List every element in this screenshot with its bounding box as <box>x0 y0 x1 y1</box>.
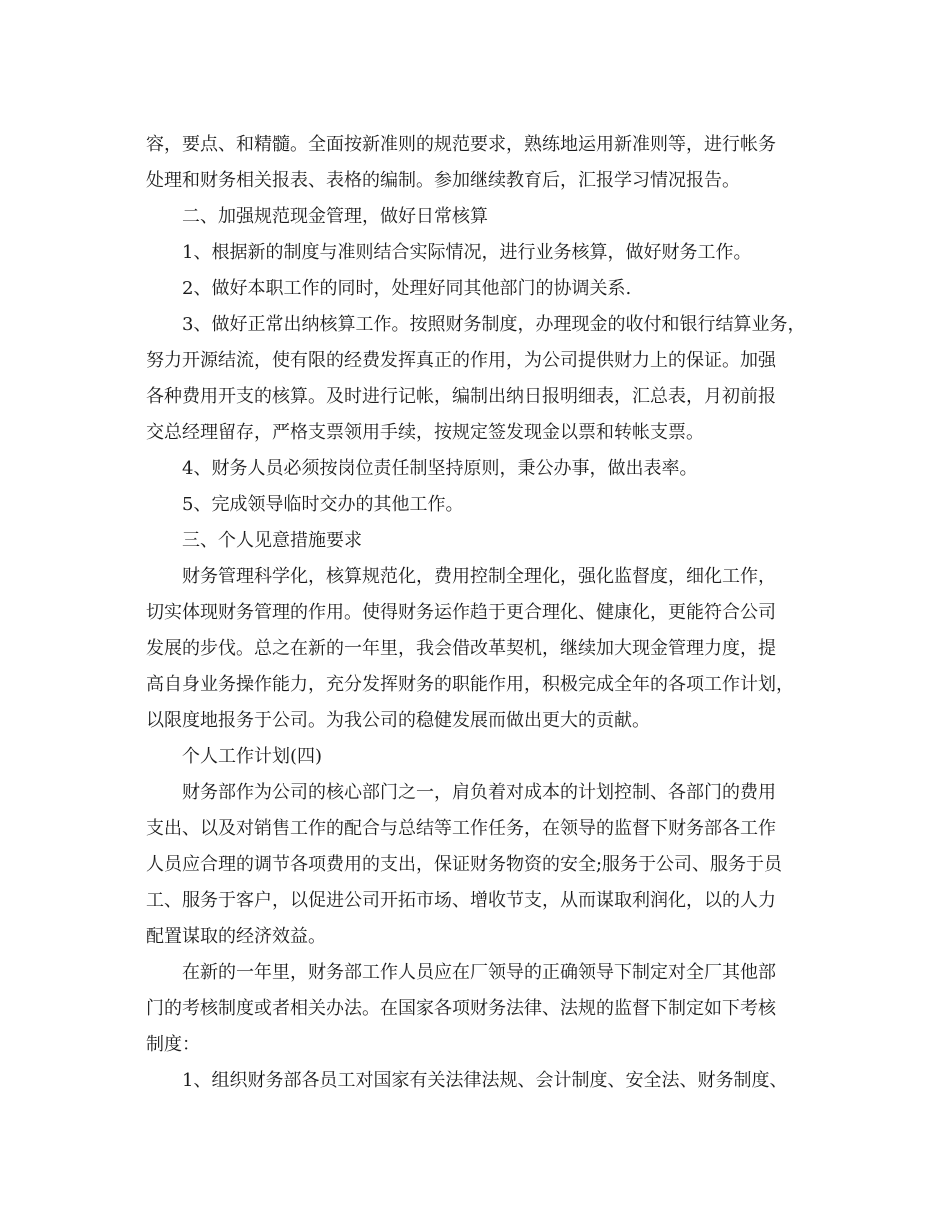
text-line: 交总经理留存，严格支票领用手续，按规定签发现金以票和转帐支票。 <box>146 422 704 443</box>
text-line: 门的考核制度或者相关办法。在国家各项财务法律、法规的监督下制定如下考核 <box>146 998 776 1019</box>
text-line: 财务管理科学化，核算规范化，费用控制全理化，强化监督度，细化工作， <box>182 566 776 587</box>
text-line: 容，要点、和精髓。全面按新准则的规范要求，熟练地运用新准则等，进行帐务 <box>146 134 776 155</box>
text-line: 努力开源结流，使有限的经费发挥真正的作用，为公司提供财力上的保证。加强 <box>146 350 776 371</box>
text-line: 1、根据新的制度与准则结合实际情况，进行业务核算，做好财务工作。 <box>182 242 752 263</box>
text-line: 4、财务人员必须按岗位责任制坚持原则，秉公办事，做出表率。 <box>182 458 698 479</box>
text-line: 以限度地报务于公司。为我公司的稳健发展而做出更大的贡献。 <box>146 710 650 731</box>
text-line: 人员应合理的调节各项费用的支出，保证财务物资的安全;服务于公司、服务于员 <box>146 854 783 875</box>
text-line: 3、做好正常出纳核算工作。按照财务制度，办理现金的收付和银行结算业务， <box>182 314 806 335</box>
text-line: 各种费用开支的核算。及时进行记帐，编制出纳日报明细表，汇总表，月初前报 <box>146 386 776 407</box>
text-line: 二、加强规范现金管理，做好日常核算 <box>182 206 488 227</box>
text-line: 5、完成领导临时交办的其他工作。 <box>182 494 464 515</box>
document-body <box>146 127 816 1099</box>
text-line: 1、组织财务部各员工对国家有关法律法规、会计制度、安全法、财务制度、 <box>182 1070 788 1091</box>
text-line: 2、做好本职工作的同时，处理好同其他部门的协调关系. <box>182 278 632 299</box>
text-line: 制度： <box>146 1034 200 1055</box>
text-line: 发展的步伐。总之在新的一年里，我会借改革契机，继续加大现金管理力度，提 <box>146 638 776 659</box>
text-line: 配置谋取的经济效益。 <box>146 926 326 947</box>
text-line: 支出、以及对销售工作的配合与总结等工作任务，在领导的监督下财务部各工作 <box>146 818 776 839</box>
text-line: 财务部作为公司的核心部门之一，肩负着对成本的计划控制、各部门的费用 <box>182 782 776 803</box>
text-line: 高自身业务操作能力，充分发挥财务的职能作用，积极完成全年的各项工作计划， <box>146 674 794 695</box>
text-line: 处理和财务相关报表、表格的编制。参加继续教育后，汇报学习情况报告。 <box>146 170 740 191</box>
text-line: 切实体现财务管理的作用。使得财务运作趋于更合理化、健康化，更能符合公司 <box>146 602 776 623</box>
text-line: 工、服务于客户，以促进公司开拓市场、增收节支，从而谋取利润化，以的人力 <box>146 890 776 911</box>
text-line: 在新的一年里，财务部工作人员应在厂领导的正确领导下制定对全厂其他部 <box>182 962 776 983</box>
text-line: 个人工作计划(四) <box>182 746 323 767</box>
text-line: 三、个人见意措施要求 <box>182 530 362 551</box>
